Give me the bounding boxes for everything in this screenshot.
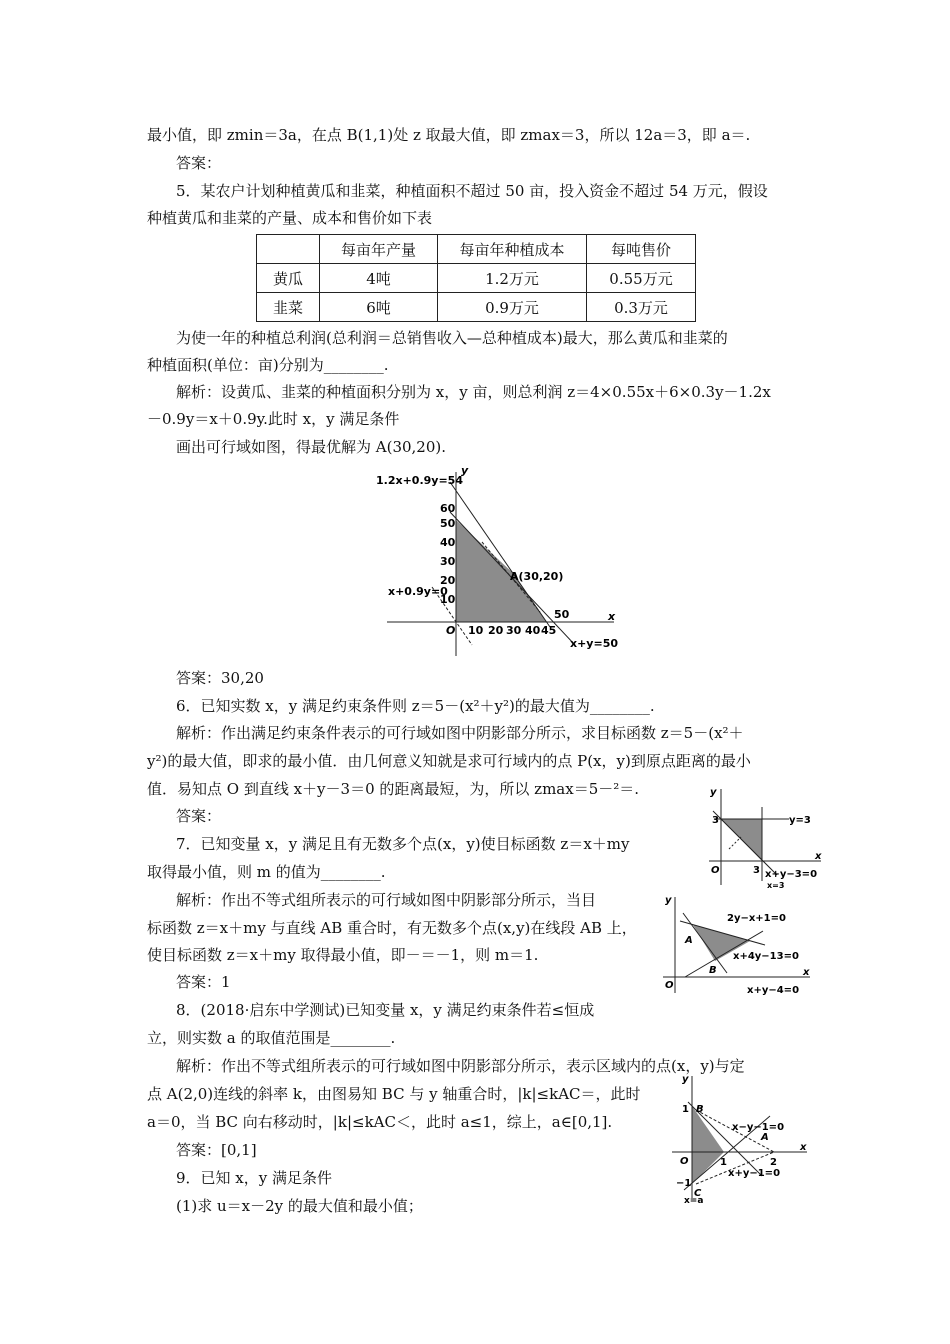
table-row	[257, 293, 696, 322]
distance-segment	[729, 837, 741, 849]
table-cell: 0.9万元	[438, 293, 587, 322]
line-label: x+y−4=0	[747, 985, 800, 996]
problem-8: 8．(2018·启东中学测试)已知变量 x，y 满足约束条件若≤恒成	[176, 1001, 595, 1019]
tick-label: 3	[753, 865, 760, 876]
axis-label-y: y	[710, 787, 717, 798]
solution-7: 解析：作出不等式组所表示的可行域如图中阴影部分所示，当目	[176, 891, 597, 909]
point-label: B	[709, 965, 717, 976]
problem-5: 5．某农户计划种植黄瓜和韭菜，种植面积不超过 50 亩，投入资金不超过 54 万元，假设	[176, 182, 768, 200]
text-line: 立，则实数 a 的取值范围是________.	[147, 1029, 396, 1047]
point-label: B	[696, 1104, 704, 1115]
tick-label: 2	[770, 1157, 777, 1168]
feasible-region-figure-1	[370, 462, 620, 660]
solution-8: 解析：作出不等式组所表示的可行域如图中阴影部分所示，表示区域内的点(x，y)与定	[176, 1057, 745, 1075]
origin-label: O	[711, 865, 720, 876]
text-line: 种植黄瓜和韭菜的产量、成本和售价如下表	[147, 209, 433, 227]
table-cell: 韭菜	[257, 293, 320, 322]
point-label: C	[694, 1188, 702, 1199]
text-line: 值．易知点 O 到直线 x＋y－3＝0 的距离最短，为，所以 zmax＝5－²＝.	[147, 780, 640, 798]
axis-label-x: x	[608, 610, 616, 623]
axis-label-y: y	[461, 464, 469, 477]
table-cell: 每亩年产量	[320, 235, 438, 264]
tick-label: 3	[712, 815, 719, 826]
point-label: A	[761, 1132, 769, 1143]
line-label: x=a	[684, 1196, 704, 1204]
table-row	[257, 264, 696, 293]
origin-label: O	[446, 624, 456, 637]
tick-label: 20	[440, 574, 456, 587]
text-line: 使目标函数 z＝x＋my 取得最小值，即－＝－1，则 m＝1.	[147, 946, 539, 964]
axis-label-y: y	[682, 1074, 689, 1085]
table-cell: 黄瓜	[257, 264, 320, 293]
table-cell: 0.55万元	[587, 264, 696, 293]
table-cell: 每亩年种植成本	[438, 235, 587, 264]
tick-label: 30	[440, 555, 456, 568]
tick-label: 10	[468, 624, 484, 637]
line-label: x+y=50	[570, 637, 619, 650]
text-line: 标函数 z＝x＋my 与直线 AB 重合时，有无数多个点(x,y)在线段 AB 上，	[147, 919, 637, 937]
point-label: A(30,20)	[510, 570, 564, 583]
line-label: 2y−x+1=0	[727, 913, 786, 924]
tick-label: 20	[488, 624, 504, 637]
feasible-region-figure-4	[662, 1072, 812, 1204]
text-line: y²)的最大值，即求的最小值．由几何意义知就是求可行域内的点 P(x，y)到原点距离的最小	[147, 752, 751, 770]
table-cell: 每吨售价	[587, 235, 696, 264]
problem-9: 9．已知 x，y 满足条件	[176, 1169, 333, 1187]
table-header-row	[257, 235, 696, 264]
text-line: a＝0，当 BC 向右移动时，|k|≤kAC＜，此时 a≤1，综上，a∈[0,1].	[147, 1113, 613, 1131]
table-cell: 0.3万元	[587, 293, 696, 322]
text-line: 画出可行域如图，得最优解为 A(30,20).	[176, 438, 447, 456]
line-label: x+y−1=0	[728, 1168, 781, 1179]
answer-8: 答案：[0,1]	[176, 1141, 257, 1159]
line-label: x+0.9y=0	[388, 585, 448, 598]
tick-label: 10	[440, 593, 456, 606]
table-cell	[257, 235, 320, 264]
line-label: y=3	[789, 815, 811, 826]
feasible-region-figure-3	[655, 893, 815, 998]
axis-label-x: x	[815, 851, 822, 862]
answer-label: 答案：	[176, 154, 222, 172]
text-line: 取得最小值，则 m 的值为________.	[147, 863, 386, 881]
tick-label: 50	[440, 517, 456, 530]
table-cell: 1.2万元	[438, 264, 587, 293]
line-label: x=3	[767, 881, 785, 890]
answer-label: 答案：	[176, 807, 222, 825]
axis-label-y: y	[665, 895, 672, 906]
text-line: －0.9y＝x＋0.9y.此时 x，y 满足条件	[147, 410, 400, 428]
line-label: x+4y−13=0	[733, 951, 799, 962]
tick-label: 45	[541, 624, 557, 637]
tick-label: 40	[440, 536, 456, 549]
line-label: x+y−3=0	[765, 869, 818, 880]
axis-label-x: x	[803, 967, 810, 978]
text-line: 种植面积(单位：亩)分别为________.	[147, 356, 389, 374]
tick-label: 30	[506, 624, 522, 637]
text-line: 点 A(2,0)连线的斜率 k，由图易知 BC 与 y 轴重合时，|k|≤kAC＝，此时	[147, 1085, 641, 1103]
table-cell: 6吨	[320, 293, 438, 322]
tick-label: 50	[554, 608, 570, 621]
origin-label: O	[680, 1156, 689, 1167]
problem-6: 6．已知实数 x，y 满足约束条件则 z＝5－(x²＋y²)的最大值为________.	[176, 697, 655, 715]
feasible-region-figure-2	[697, 785, 827, 890]
problem-9-part-1: (1)求 u＝x－2y 的最大值和最小值；	[176, 1197, 423, 1215]
solution-6: 解析：作出满足约束条件表示的可行域如图中阴影部分所示，求目标函数 z＝5－(x²＋	[176, 724, 744, 742]
point-label: A	[685, 935, 693, 946]
origin-label: O	[665, 980, 674, 991]
tick-label: −1	[676, 1178, 692, 1189]
yield-table	[256, 234, 696, 322]
answer-7: 答案：1	[176, 973, 231, 991]
table-cell: 4吨	[320, 264, 438, 293]
tick-label: 60	[440, 502, 456, 515]
tick-label: 40	[525, 624, 541, 637]
solution-5: 解析：设黄瓜、韭菜的种植面积分别为 x，y 亩，则总利润 z＝4×0.55x＋6×0.3y－1.2x	[176, 383, 771, 401]
answer-5: 答案：30,20	[176, 669, 264, 687]
tick-label: 1	[720, 1157, 727, 1168]
tick-label: 1	[682, 1104, 689, 1115]
problem-7: 7．已知变量 x，y 满足且有无数多个点(x，y)使目标函数 z＝x＋my	[176, 835, 630, 853]
text-line: 为使一年的种植总利润(总利润＝总销售收入—总种植成本)最大，那么黄瓜和韭菜的	[176, 329, 728, 347]
shaded-region	[692, 1106, 724, 1184]
line-label: 1.2x+0.9y=54	[376, 474, 463, 487]
axis-label-x: x	[800, 1142, 807, 1153]
text-line: 最小值，即 zmin＝3a，在点 B(1,1)处 z 取最大值，即 zmax＝3，所以 12a＝3，即 a＝.	[147, 126, 751, 144]
line-label: x−y−1=0	[732, 1122, 785, 1133]
